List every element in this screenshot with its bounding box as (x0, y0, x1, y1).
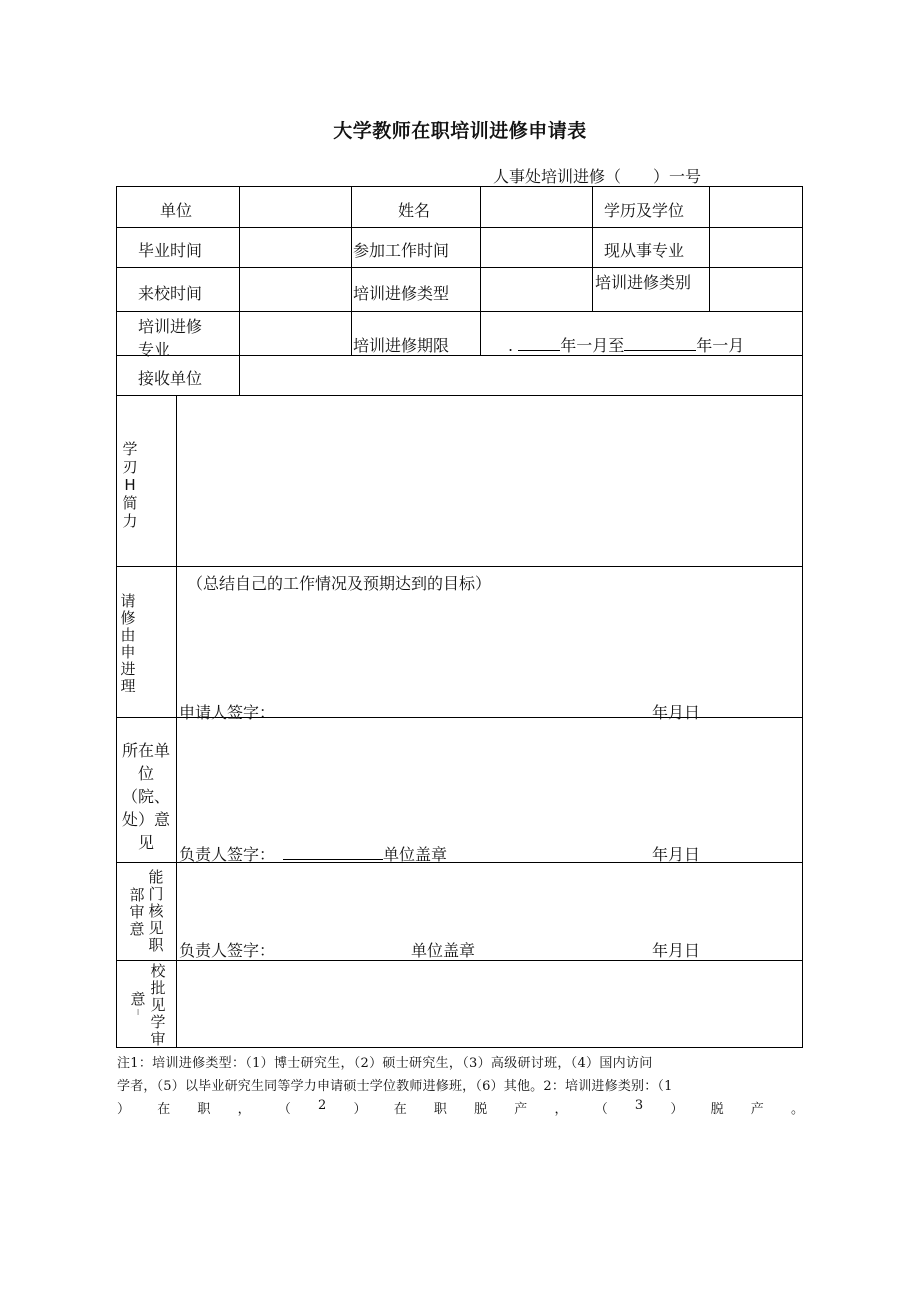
major-label: 现从事专业 (604, 241, 685, 260)
receive-unit-label: 接收单位 (138, 369, 203, 388)
form-title: 大学教师在职培训进修申请表 (333, 120, 587, 142)
func-date: 年月日 (652, 941, 701, 960)
note-char: ） (117, 1102, 131, 1117)
note-char: 产 (514, 1102, 528, 1117)
arrive-time-field[interactable] (240, 268, 350, 310)
education-label: 学历及学位 (604, 201, 685, 220)
note-char: ） (670, 1102, 684, 1117)
school-opinion-label-a: 意 (130, 990, 146, 1008)
note-line-3 (117, 1098, 804, 1117)
note-char: 产 (750, 1102, 764, 1117)
note-char: （ (594, 1102, 608, 1117)
note-char: （ (277, 1102, 291, 1117)
resume-label: 学刃H简力 (122, 440, 138, 530)
document-number: 人事处培训进修（ ）一号 (493, 167, 702, 186)
note-char: ， (554, 1102, 568, 1117)
arrive-time-label: 来校时间 (138, 284, 203, 303)
school-opinion-mark: I (136, 1008, 140, 1017)
note-char: 职 (197, 1102, 211, 1117)
train-major-label: 培训进修 (138, 317, 203, 336)
work-time-field[interactable] (481, 228, 591, 266)
dept-sign-line[interactable] (283, 845, 383, 860)
dept-date: 年月日 (652, 845, 701, 864)
train-major-field[interactable] (240, 312, 350, 354)
train-period-value[interactable] (508, 333, 744, 356)
note-char: ） (353, 1102, 367, 1117)
note-char: 脱 (710, 1102, 724, 1117)
period-year-month-to: 年一月至 (560, 336, 625, 355)
train-period-label: 培训进修期限 (353, 336, 450, 355)
func-seal-text: 单位盖章 (411, 941, 476, 960)
unit-field[interactable] (240, 187, 350, 226)
education-field[interactable] (710, 187, 801, 226)
receive-unit-field[interactable] (240, 356, 801, 394)
school-opinion-label-b: 校批见学审 (150, 962, 166, 1048)
note-char: 。 (790, 1102, 804, 1117)
note-line-2: 学者，（5）以毕业研究生同等学力申请硕士学位教师进修班，（6）其他。2：培训进修类别：（1 (117, 1079, 673, 1094)
period-year-month: 年一月 (696, 336, 745, 355)
dept-opinion-label: 所在单位（院、处）意见 (121, 741, 170, 852)
unit-label: 单位 (160, 201, 193, 220)
note-char: 在 (157, 1102, 171, 1117)
applicant-date: 年月日 (652, 703, 701, 722)
reason-hint: （总结自己的工作情况及预期达到的目标） (187, 574, 492, 593)
school-opinion-field[interactable] (177, 961, 801, 1046)
reason-label: 请修由申进理 (120, 592, 136, 695)
note-char: 脱 (474, 1102, 488, 1117)
func-opinion-field[interactable] (177, 863, 801, 933)
reason-field[interactable] (177, 595, 801, 695)
note-char: 职 (433, 1102, 447, 1117)
train-major-label-2: 专业 (138, 340, 171, 359)
grad-time-field[interactable] (240, 228, 350, 266)
train-category-label: 培训进修类别 (595, 273, 692, 292)
major-field[interactable] (710, 228, 801, 266)
name-field[interactable] (481, 187, 591, 226)
applicant-sign-label: 申请人签字： (179, 703, 276, 722)
train-category-field[interactable] (710, 268, 801, 310)
grad-time-label: 毕业时间 (138, 241, 203, 260)
func-opinion-label-a: 部审意 (129, 886, 145, 938)
train-type-label: 培训进修类型 (353, 284, 450, 303)
note-char: 3 (634, 1098, 644, 1113)
func-opinion-label-b: 能门核见职 (148, 868, 164, 954)
dept-sign-text: 负责人签字： (179, 845, 276, 864)
note-line-1: 注1：培训进修类型：（1）博士研究生，（2）硕士研究生，（3）高级研讨班，（4）国内访问 (117, 1056, 653, 1071)
dept-seal-text: 单位盖章 (383, 845, 448, 864)
resume-field[interactable] (177, 396, 801, 565)
note-char: 在 (393, 1102, 407, 1117)
period-dot: . (508, 336, 514, 355)
dept-sign-label (179, 842, 447, 865)
train-type-field[interactable] (481, 268, 591, 310)
name-label: 姓名 (398, 201, 431, 220)
func-sign-label: 负责人签字： (179, 941, 276, 960)
note-char: 2 (318, 1098, 327, 1113)
note-char: ， (237, 1102, 251, 1117)
dept-opinion-field[interactable] (177, 718, 801, 836)
work-time-label: 参加工作时间 (353, 241, 450, 260)
